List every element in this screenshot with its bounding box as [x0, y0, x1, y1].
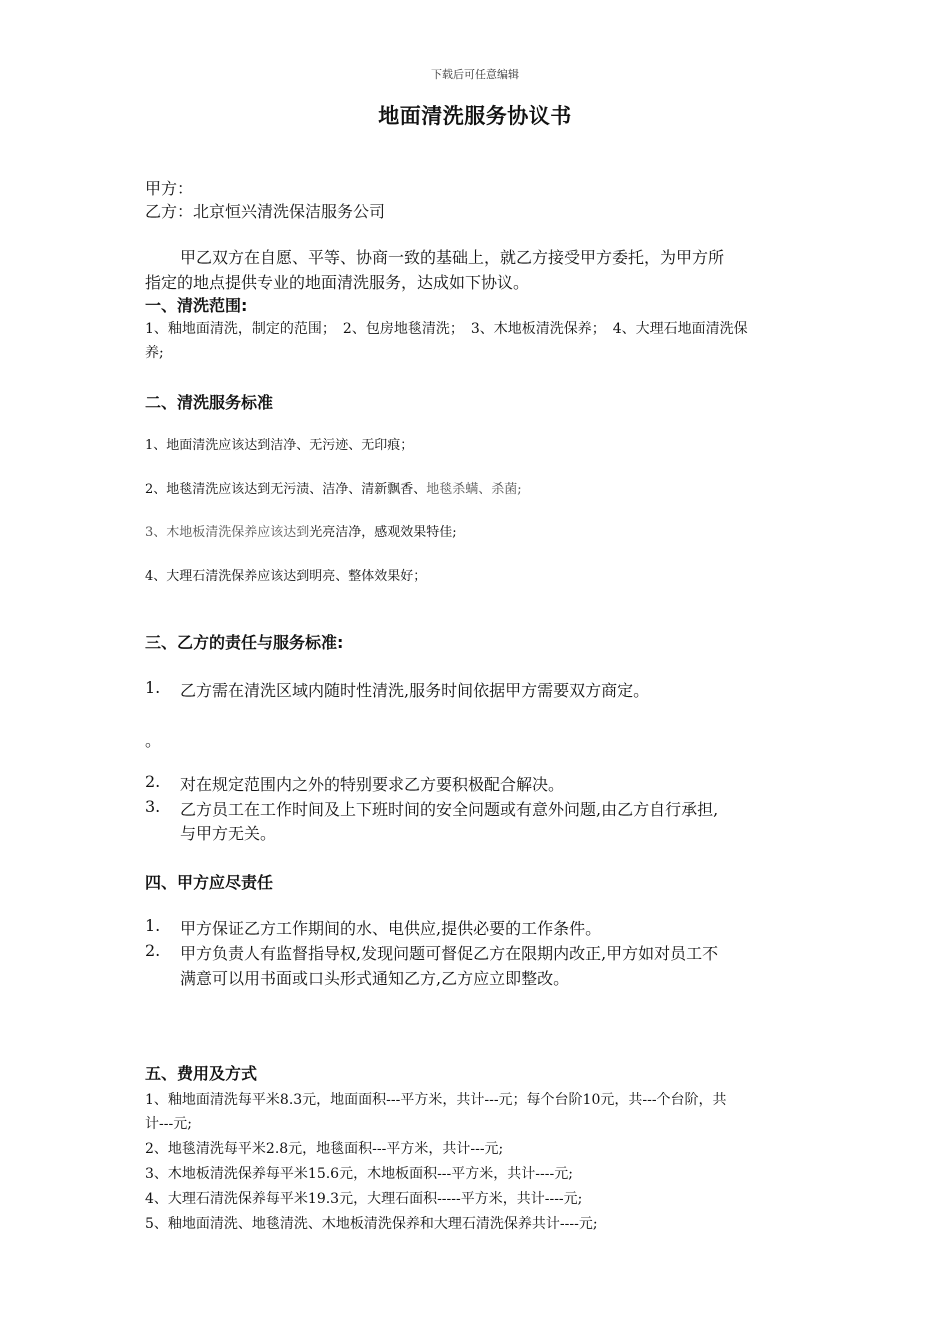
section-2-item-1: 1、地面清洗应该达到洁净、无污迹、无印痕；	[145, 438, 414, 453]
fee-line-2: 2、地毯清洗每平米2.8元，地毯面积---平方米，共计---元;	[145, 1141, 504, 1157]
section-5-heading: 五、费用及方式	[145, 1064, 258, 1083]
party-a-line: 甲方：	[145, 179, 194, 198]
section-1-line-1: 1、釉地面清洗，制定的范围； 2、包房地毯清洗； 3、木地板清洗保养； 4、大理石地面清洗保	[145, 321, 748, 337]
section-4-item-1-num: 1.	[145, 916, 161, 935]
fee-line-5: 5、釉地面清洗、地毯清洗、木地板清洗保养和大理石清洗保养共计----元;	[145, 1216, 598, 1232]
section-3-item-3-text: 乙方员工在工作时间及上下班时间的安全问题或有意外问题,由乙方自行承担,	[180, 800, 719, 819]
section-2-item-4: 4、大理石清洗保养应该达到明亮、整体效果好；	[145, 569, 427, 584]
section-3-item-1-num: 1.	[145, 678, 161, 697]
fee-line-1: 1、釉地面清洗每平米8.3元，地面面积---平方米，共计---元；每个台阶10元，共---个台阶，共	[145, 1092, 727, 1108]
section-2-item-2-main: 2、地毯清洗应该达到无污渍、洁净、清新飘香、	[145, 482, 427, 497]
section-3-item-3-text-cont: 与甲方无关。	[180, 824, 277, 843]
section-2-item-3-tail: 光亮洁净，感观效果特佳;	[309, 525, 457, 540]
fee-line-3: 3、木地板清洗保养每平米15.6元，木地板面积---平方米，共计----元;	[145, 1166, 573, 1182]
section-4-item-2-num: 2.	[145, 941, 161, 960]
section-3-item-2-text: 对在规定范围内之外的特别要求乙方要积极配合解决。	[180, 775, 565, 794]
document-title: 地面清洗服务协议书	[378, 104, 572, 128]
section-2-item-3-main: 3、木地板清洗保养应该达到	[145, 525, 310, 540]
section-4-item-2-text: 甲方负责人有监督指导权,发现问题可督促乙方在限期内改正,甲方如对员工不	[180, 944, 719, 963]
party-b-line: 乙方：北京恒兴清洗保洁服务公司	[145, 202, 386, 221]
fee-line-1-cont: 计---元;	[145, 1116, 192, 1132]
fee-line-4: 4、大理石清洗保养每平米19.3元，大理石面积-----平方米，共计----元;	[145, 1191, 583, 1207]
section-3-item-3-num: 3.	[145, 797, 161, 816]
section-4-item-1-text: 甲方保证乙方工作期间的水、电供应,提供必要的工作条件。	[180, 919, 602, 938]
section-3-item-2-num: 2.	[145, 772, 161, 791]
section-2-heading: 二、清洗服务标准	[145, 393, 274, 412]
section-2-item-2	[145, 478, 522, 497]
section-3-stray-mark: 。	[145, 731, 162, 750]
intro-line-1: 甲乙双方在自愿、平等、协商一致的基础上，就乙方接受甲方委托，为甲方所	[180, 248, 725, 267]
section-3-item-1-text: 乙方需在清洗区域内随时性清洗,服务时间依据甲方需要双方商定。	[180, 681, 650, 700]
intro-line-2: 指定的地点提供专业的地面清洗服务，达成如下协议。	[145, 273, 530, 292]
section-3-heading: 三、乙方的责任与服务标准:	[145, 633, 344, 652]
section-1-line-2: 养;	[145, 345, 164, 361]
header-note: 下载后可任意编辑	[431, 68, 519, 81]
section-4-item-2-text-cont: 满意可以用书面或口头形式通知乙方,乙方应立即整改。	[180, 969, 570, 988]
section-4-heading: 四、甲方应尽责任	[145, 873, 274, 892]
section-2-item-2-tail: 地毯杀螨、杀菌;	[426, 482, 522, 497]
section-2-item-3	[145, 521, 457, 540]
section-1-heading: 一、清洗范围:	[145, 296, 248, 315]
